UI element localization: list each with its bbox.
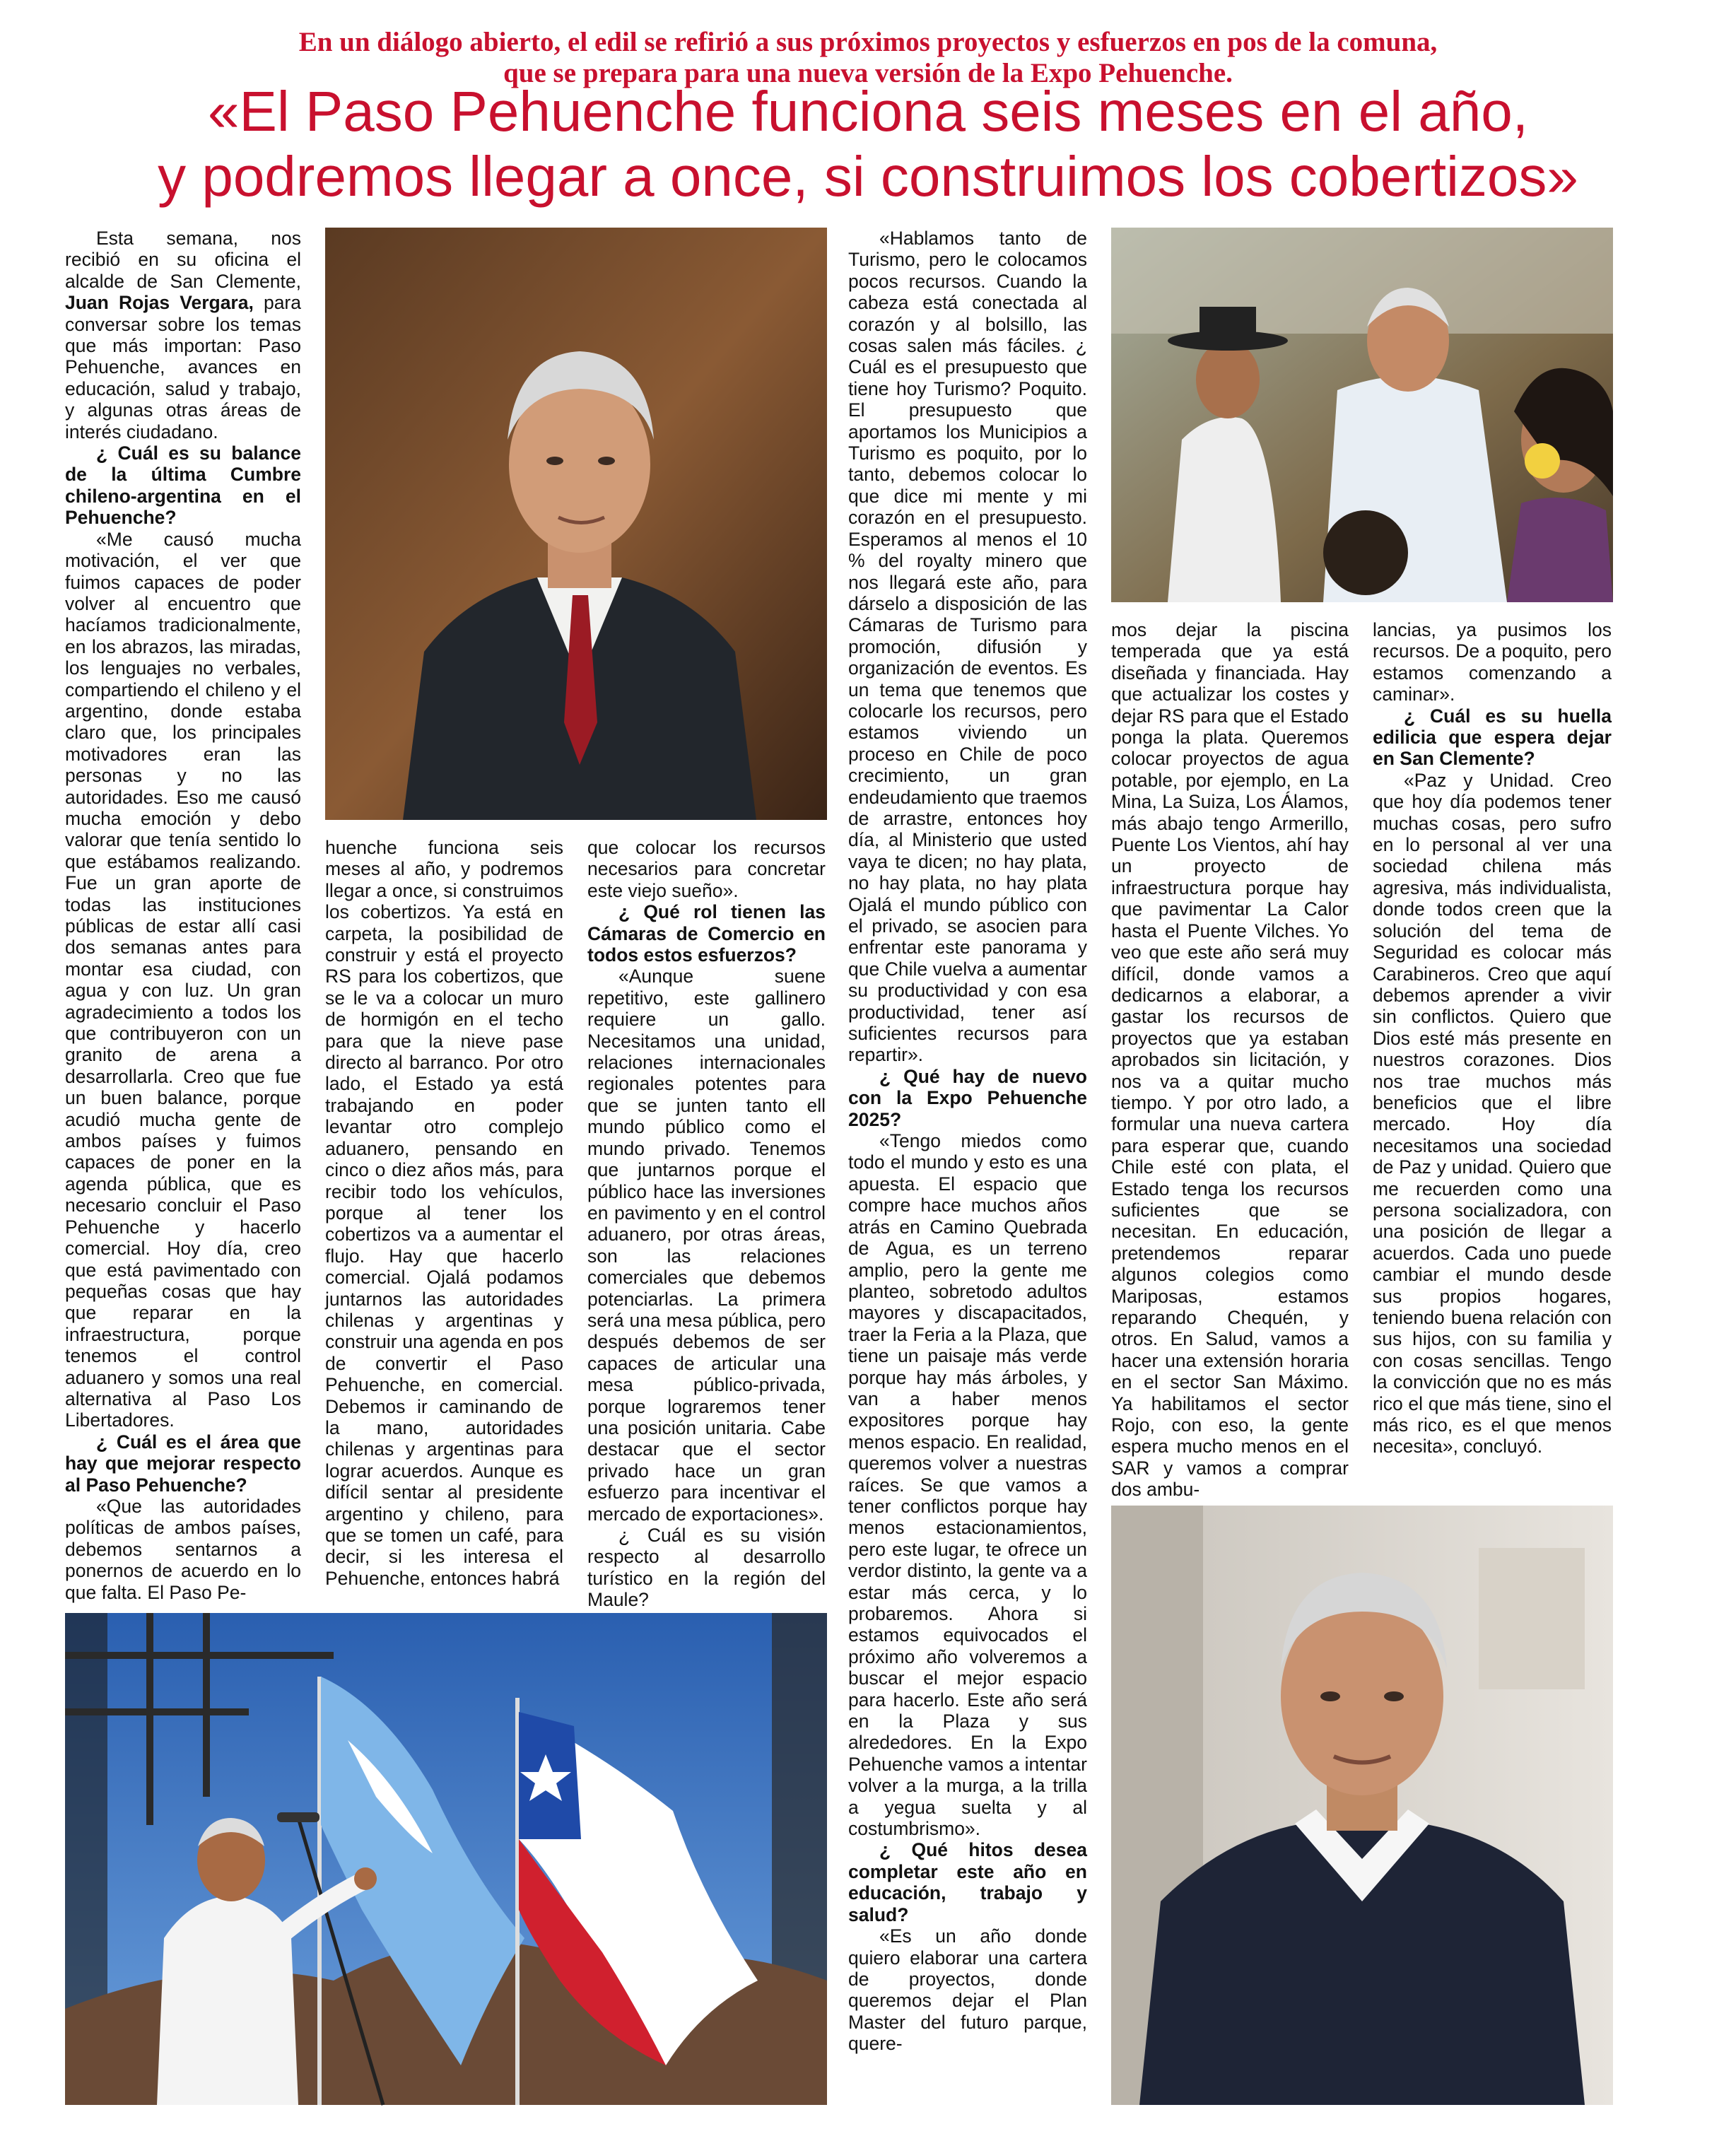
answer-3: «Aunque suene repetitivo, este gallinero requiere un gallo. Necesitamos una unidad, relaciones internacionales regionales potentes para que se junten tanto ell mundo público como el mundo privado. Tenemos que juntarnos porque el público hace las inversiones en pavimento y en el control aduanero, por otras áreas, son las relaciones comerciales que debemos potenciarlas. La primera será una mesa pública, pero después debemos de ser capaces de articular una mesa público-privada, porque lograremos tener una posición unitaria. Cabe destacar que el sector privado hace un gran esfuerzo para incentivar el mercado de exportaciones».	[587, 966, 826, 1525]
column-2	[325, 837, 563, 1599]
headline-line-2: y podremos llegar a once, si construimos los cobertizos»	[158, 145, 1578, 208]
column-1	[65, 228, 301, 1603]
answer-6-continued: mos dejar la piscina temperada que ya está diseñada y financiada. Hay que actualizar los costes y dejar RS para que el Estado ponga la plata. Queremos colocar proyectos de agua potable, por ejemplo, en La Mina, La Suiza, Los Álamos, más abajo tengo Armerillo, Puente Los Vientos, ahí hay un proyecto de infraestructura porque hay que pavimentar La Calor hasta el Puente Vilches. Yo veo que este año será muy difícil, donde vamos a dedicarnos a elaborar, a gastar los recursos de proyectos que ya estaban aprobados sin licitación, y nos va a quitar mucho tiempo. Y por otro lado, a formular una nueva cartera para esperar que, cuando Chile esté con plata, el Estado tenga los recursos suficientes que se necesitan. En educación, pretendemos reparar algunos colegios como Mariposas, estamos reparando Chequén, y otros. En Salud, vamos a hacer una extensión horaria en el sector San Máximo. Ya habilitamos el sector Rojo, con eso, la gente espera mucho menos en el SAR y vamos a comprar dos ambu-	[1111, 619, 1349, 1501]
kicker-line-2: que se prepara para una nueva versión de la Expo Pehuenche.	[503, 58, 1233, 88]
question-5: ¿ Qué hay de nuevo con la Expo Pehuenche 2025?	[848, 1065, 1087, 1130]
column-6	[1373, 619, 1612, 1487]
question-4: ¿ Cuál es su visión respecto al desarrollo turístico en la región del Maule?	[587, 1525, 826, 1611]
photo-mayor-portrait-suit	[325, 228, 827, 820]
photo-mayor-portrait-sweater	[1111, 1506, 1613, 2105]
answer-2-end: que colocar los recursos necesarios para concretar este viejo sueño».	[587, 837, 826, 901]
column-4	[848, 228, 1087, 2104]
answer-7: «Paz y Unidad. Creo que hoy día podemos tener muchas cosas, pero sufro en lo personal al ver una sociedad chilena más agresiva, más individualista, donde todos creen que la solución del tema de Seguridad es colocar más Carabineros. Creo que aquí debemos aprender a vivir sin conflictos. Quiero que Dios esté más presente en nuestros corazones. Dios nos trae muchos más beneficios que el libre mercado. Hoy día necesitamos una sociedad de Paz y unidad. Quiero que me recuerden como una persona socializadora, con una posición de llegar a acuerdos. Cada uno puede cambiar el mundo desde sus propios hogares, teniendo buena relación con sus hijos, con su familia y con cosas sencillas. Tengo la convicción que no es más rico el que más tiene, sino el más rico, es el que menos necesita», concluyó.	[1373, 769, 1612, 1457]
question-6: ¿ Qué hitos desea completar este año en educación, trabajo y salud?	[848, 1839, 1087, 1925]
question-3: ¿ Qué rol tienen las Cámaras de Comercio en todos estos esfuerzos?	[587, 901, 826, 966]
photo-mayor-speaking-flags	[65, 1613, 827, 2105]
question-1: ¿ Cuál es su balance de la última Cumbre chileno-argentina en el Pehuenche?	[65, 442, 301, 529]
column-3	[587, 837, 826, 1611]
answer-6: «Es un año donde quiero elaborar una cartera de proyectos, donde queremos dejar el Plan Master del futuro parque, quere-	[848, 1925, 1087, 2055]
photo-mayor-greeting-crowd	[1111, 228, 1613, 602]
answer-2-continued: huenche funciona seis meses al año, y podremos llegar a once, si construimos los cobertizos. Ya está en carpeta, la posibilidad de construir y está el proyecto RS para los cobertizos, que se le va a colocar un muro de hormigón en el techo para que la nieve pase directo al barranco. Por otro lado, el Estado ya está trabajando en poder levantar otro complejo aduanero, pensando en cinco o diez años más, para recibir todo los vehículos, porque al tener los cobertizos va a aumentar el flujo. Hay que hacerlo comercial. Ojalá podamos juntarnos las autoridades chilenas y argentinas y construir una agenda en pos de convertir el Paso Pehuenche, en comercial. Debemos ir caminando de la mano, autoridades chilenas y argentinas para lograr acuerdos. Aunque es difícil sentar al presidente argentino y chileno, para que se tomen un café, para decir, si les interesa el Pehuenche, entonces habrá	[325, 837, 563, 1589]
answer-1: «Me causó mucha motivación, el ver que fuimos capaces de poder volver al encuentro que hacíamos tradicionalmente, en los abrazos, las miradas, los lenguajes no verbales, compartiendo el chileno y el argentino, donde estaba claro que, los principales motivadores eran las personas y no las autoridades. Eso me causó mucha emoción y debo valorar que tenía sentido lo que estábamos realizando. Fue un gran aporte de todas las instituciones públicas de estar allí casi dos semanas antes para montar esa ciudad, con agua y con luz. Un gran agradecimiento a todos los que contribuyeron con un granito de arena a desarrollarla. Creo que fue un buen balance, porque acudió mucha gente de ambos países y fuimos capaces de poner en la agenda pública, que es necesario concluir el Paso Pehuenche y hacerlo comercial. Hoy día, creo que está pavimentado con pequeñas cosas que hay que reparar en la infraestructura, porque tenemos el control aduanero y somos una real alternativa al Paso Los Libertadores.	[65, 528, 301, 1431]
column-5	[1111, 619, 1349, 1501]
intro-paragraph: Esta semana, nos recibió en su oficina el alcalde de San Clemente, Juan Rojas Vergara, para conversar sobre los temas que más importan: Paso Pehuenche, avances en educación, salud y trabajo, y algunas otras áreas de interés ciudadano.	[65, 228, 301, 442]
answer-4: «Hablamos tanto de Turismo, pero le colocamos pocos recursos. Cuando la cabeza está conectada al corazón y al bolsillo, las cosas salen más fáciles. ¿ Cuál es el presupuesto que tiene hoy Turismo? Poquito. El presupuesto que aportamos los Municipios a Turismo es poquito, por lo tanto, debemos colocar lo que dice mi mente y mi corazón en el presupuesto. Esperamos al menos el 10 % del royalty minero que nos llegará este año, para dárselo a disposición de las Cámaras de Turismo para promoción, difusión y organización de eventos. Es un tema que tenemos que colocarle los recursos, pero estamos viviendo un proceso en Chile de poco crecimiento, un gran endeudamiento que traemos de arrastre, entonces hoy día, al Ministerio que usted vaya te dicen; no hay plata, no hay plata, no hay plata Ojalá el mundo público con el privado, se asocien para enfrentar este panorama y que Chile vuelva a aumentar su productividad y con esa productividad, tener así suficientes recursos para repartir».	[848, 228, 1087, 1066]
answer-2: «Que las autoridades políticas de ambos países, debemos sentarnos a ponernos de acuerdo en lo que falta. El Paso Pe-	[65, 1495, 301, 1603]
answer-6-end: lancias, ya pusimos los recursos. De a poquito, pero estamos comenzando a caminar».	[1373, 619, 1612, 705]
question-7: ¿ Cuál es su huella edilicia que espera dejar en San Clemente?	[1373, 705, 1612, 770]
question-2: ¿ Cuál es el área que hay que mejorar respecto al Paso Pehuenche?	[65, 1431, 301, 1496]
kicker-line-1: En un diálogo abierto, el edil se refirió a sus próximos proyectos y esfuerzos en pos de la comuna,	[298, 27, 1438, 57]
mayor-name: Juan Rojas Vergara,	[65, 292, 254, 314]
headline-line-1: «El Paso Pehuenche funciona seis meses en el año,	[208, 80, 1528, 143]
headline	[0, 79, 1736, 209]
answer-5: «Tengo miedos como todo el mundo y esto es una apuesta. El espacio que compre hace muchos años atrás en Camino Quebrada de Agua, es un terreno amplio, pero la gente me planteo, sobretodo adultos mayores y discapacitados, traer la Feria a la Plaza, que tiene un paisaje más verde porque hay más árboles, y van a haber menos expositores porque hay menos espacio. En realidad, queremos volver a nuestras raíces. Se que vamos a tener conflictos porque hay menos estacionamientos, pero este lugar, te ofrece un verdor distinto, la gente va a estar más cerca, y lo probaremos. Ahora si estamos equivocados el próximo año volveremos a buscar el mejor espacio para hacerlo. Este año será en la Plaza y sus alrededores. En la Expo Pehuenche vamos a intentar volver a la murga, a la trilla a yegua suelta y al costumbrismo».	[848, 1130, 1087, 1840]
